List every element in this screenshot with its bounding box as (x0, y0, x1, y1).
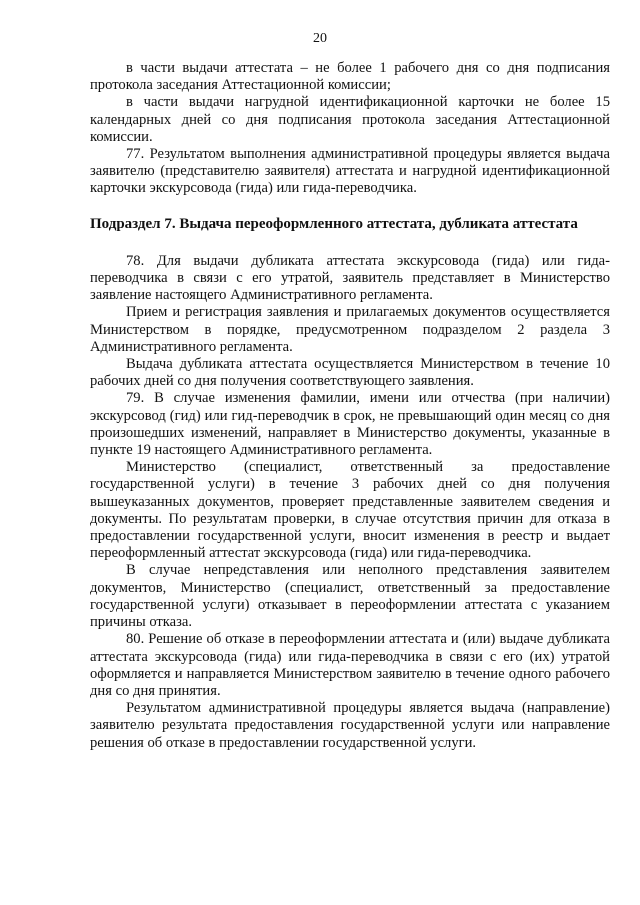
paragraph: 78. Для выдачи дубликата аттестата экскурсовода (гида) или гида-переводчика в связи с его утратой, заявитель представляет в Министерство заявление настоящего Административного регламента. (90, 252, 610, 304)
section-heading: Подраздел 7. Выдача переоформленного аттестата, дубликата аттестата (90, 215, 578, 232)
page-number: 20 (313, 31, 327, 46)
paragraph: 77. Результатом выполнения административной процедуры является выдача заявителю (представителю заявителя) аттестата и нагрудной идентификационной карточки экскурсовода (гида) или гида-переводчика. (90, 146, 610, 197)
paragraph: В случае непредставления или неполного представления заявителем документов, Министерство (специалист, ответственный за предоставление государственной услуги) отказывает в переоформлении аттестата с указанием причины отказа. (90, 562, 610, 631)
paragraph: Министерство (специалист, ответственный за предоставление государственной услуги) в течение 3 рабочих дней со дня получения вышеуказанных документов, проверяет представленные заявителем сведения и документы. По результатам проверки, в случае отсутствия причин для отказа в предоставлении государственной услуги, вносит изменения в реестр и выдает переоформленный аттестат экскурсовода (гида) или гида-переводчика. (90, 459, 610, 562)
paragraph: 80. Решение об отказе в переоформлении аттестата и (или) выдаче дубликата аттестата экскурсовода (гида) или гида-переводчика в связи с его (их) утратой оформляется и направляется Министерством заявителю в течение одного рабочего дня со дня принятия. (90, 631, 610, 699)
paragraph: в части выдачи аттестата – не более 1 рабочего дня со дня подписания протокола заседания Аттестационной комиссии; (90, 60, 610, 94)
paragraph: Выдача дубликата аттестата осуществляется Министерством в течение 10 рабочих дней со дня получения соответствующего заявления. (90, 356, 610, 390)
paragraph: Результатом административной процедуры является выдача (направление) заявителю результата предоставления государственной услуги или направление решения об отказе в предоставлении государственной услуги. (90, 700, 610, 751)
paragraph: 79. В случае изменения фамилии, имени или отчества (при наличии) экскурсовод (гид) или гид-переводчик в срок, не превышающий один месяц со дня произошедших изменений, направляет в Министерство документы, указанные в пункте 19 настоящего Административного регламента. (90, 390, 610, 459)
paragraph: в части выдачи нагрудной идентификационной карточки не более 15 календарных дней со дня подписания протокола заседания Аттестационной комиссии. (90, 94, 610, 145)
document-body (90, 60, 610, 752)
paragraph: Прием и регистрация заявления и прилагаемых документов осуществляется Министерством в порядке, предусмотренном подразделом 2 раздела 3 Административного регламента. (90, 304, 610, 355)
